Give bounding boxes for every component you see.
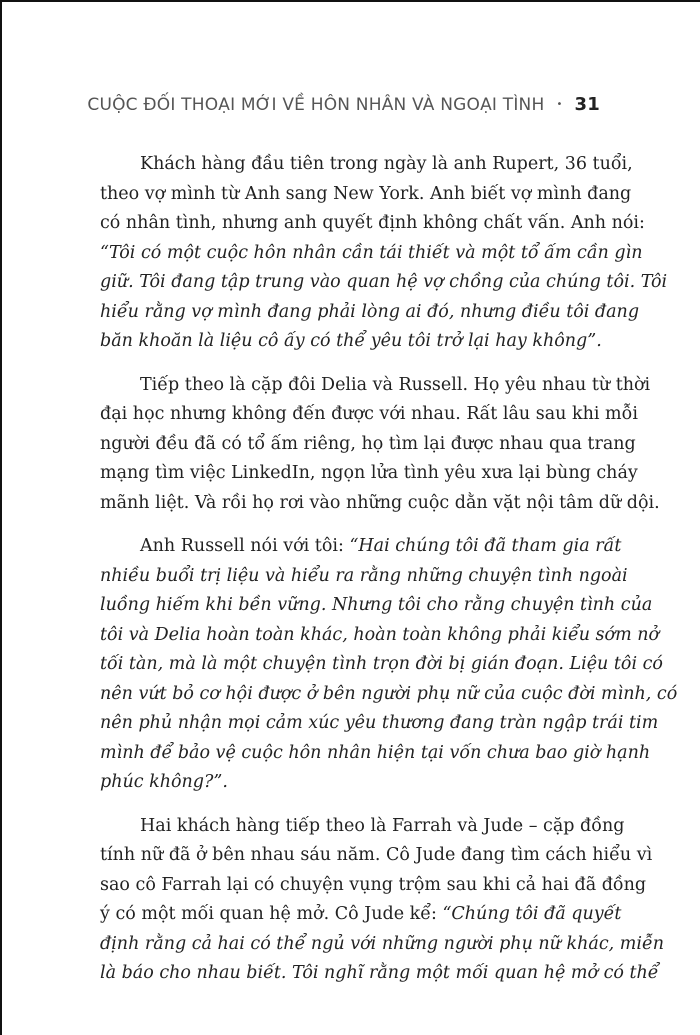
quoted-text: băn khoăn là liệu cô ấy có thể yêu tôi trở lại hay không”. [100, 331, 602, 351]
narrative-text: sao cô Farrah lại có chuyện vụng trộm sau khi cả hai đã đồng [100, 874, 647, 895]
text-line [100, 327, 602, 357]
paragraph [100, 532, 678, 798]
quoted-text: nhiều buổi trị liệu và hiểu ra rằng những chuyện tình ngoài [100, 565, 628, 586]
quoted-text: định rằng cả hai có thể ngủ với những người phụ nữ khác, miễn [100, 933, 664, 954]
narrative-text: tính nữ đã ở bên nhau sáu năm. Cô Jude đang tìm cách hiểu vì [100, 845, 653, 865]
quoted-text: “Hai chúng tôi đã tham gia rất [349, 536, 622, 556]
paragraph-gap [100, 357, 595, 371]
quoted-text: giữ. Tôi đang tập trung vào quan hệ vợ chồng của chúng tôi. Tôi [100, 272, 668, 292]
narrative-text: Anh Russell nói với tôi: [140, 536, 350, 556]
text-line [100, 298, 640, 328]
paragraph [100, 371, 660, 519]
quoted-text: nên vứt bỏ cơ hội được ở bên người phụ nữ của cuộc đời mình, có [100, 683, 678, 704]
quoted-text: là báo cho nhau biết. Tôi nghĩ rằng một mối quan hệ mở có thể [100, 963, 659, 983]
text-line [100, 650, 663, 680]
text-line [100, 591, 653, 621]
body-text [100, 150, 678, 989]
narrative-text: Khách hàng đầu tiên trong ngày là anh Rupert, 36 tuổi, [140, 154, 633, 174]
text-line [100, 371, 651, 401]
text-line [100, 621, 660, 651]
text-line [100, 930, 664, 960]
text-line [100, 900, 622, 930]
quoted-text: mình để bảo vệ cuộc hôn nhân hiện tại vốn chưa bao giờ hạnh [100, 742, 651, 763]
narrative-text: ý có một mối quan hệ mở. Cô Jude kể: [100, 904, 443, 924]
text-line [100, 841, 653, 871]
text-line [100, 400, 638, 430]
narrative-text: có nhân tình, nhưng anh quyết định không chất vấn. Anh nói: [100, 213, 645, 233]
paragraph [100, 150, 668, 357]
running-title: CUỘC ĐỐI THOẠI MỚI VỀ HÔN NHÂN VÀ NGOẠI TÌNH [87, 95, 545, 115]
paragraph-gap [100, 518, 595, 532]
narrative-text: theo vợ mình từ Anh sang New York. Anh biết vợ mình đang [100, 183, 632, 204]
text-line [100, 871, 647, 901]
text-line [100, 489, 660, 519]
quoted-text: luồng hiếm khi bền vững. Nhưng tôi cho rằng chuyện tình của [100, 595, 653, 615]
text-line [100, 680, 678, 710]
text-line [100, 239, 643, 269]
text-line [100, 709, 659, 739]
text-line [100, 768, 595, 798]
page-left-border [0, 0, 2, 1035]
running-header [87, 94, 600, 115]
narrative-text: Tiếp theo là cặp đôi Delia và Russell. Họ yêu nhau từ thời [140, 374, 651, 395]
text-line [100, 959, 659, 989]
narrative-text: người đều đã có tổ ấm riêng, họ tìm lại được nhau qua trang [100, 433, 636, 454]
paragraph [100, 812, 664, 989]
page-number: 31 [574, 94, 600, 115]
text-line [100, 268, 668, 298]
narrative-text: mãnh liệt. Và rồi họ rơi vào những cuộc dằn vặt nội tâm dữ dội. [100, 492, 660, 513]
header-separator: • [556, 99, 563, 110]
narrative-text: đại học nhưng không đến được với nhau. Rất lâu sau khi mỗi [100, 404, 638, 424]
quoted-text: phúc không?”. [100, 772, 228, 792]
quoted-text: nên phủ nhận mọi cảm xúc yêu thương đang tràn ngập trái tim [100, 713, 659, 733]
narrative-text: mạng tìm việc LinkedIn, ngọn lửa tình yêu xưa lại bùng cháy [100, 463, 638, 483]
text-line [100, 562, 628, 592]
text-line [100, 150, 633, 180]
quoted-text: “Tôi có một cuộc hôn nhân cần tái thiết và một tổ ấm cần gìn [100, 242, 643, 263]
narrative-text: Hai khách hàng tiếp theo là Farrah và Jude – cặp đồng [140, 815, 625, 836]
text-line [100, 459, 638, 489]
text-line [100, 430, 636, 460]
quoted-text: tối tàn, mà là một chuyện tình trọn đời bị gián đoạn. Liệu tôi có [100, 654, 663, 674]
quoted-text: tôi và Delia hoàn toàn khác, hoàn toàn không phải kiểu sớm nở [100, 624, 660, 645]
quoted-text: “Chúng tôi đã quyết [442, 904, 622, 924]
page-top-border [0, 0, 700, 2]
text-line [100, 739, 651, 769]
paragraph-gap [100, 798, 595, 812]
text-line [100, 180, 632, 210]
text-line [100, 532, 622, 562]
text-line [100, 209, 645, 239]
text-line [100, 812, 625, 842]
quoted-text: hiểu rằng vợ mình đang phải lòng ai đó, nhưng điều tôi đang [100, 301, 640, 322]
